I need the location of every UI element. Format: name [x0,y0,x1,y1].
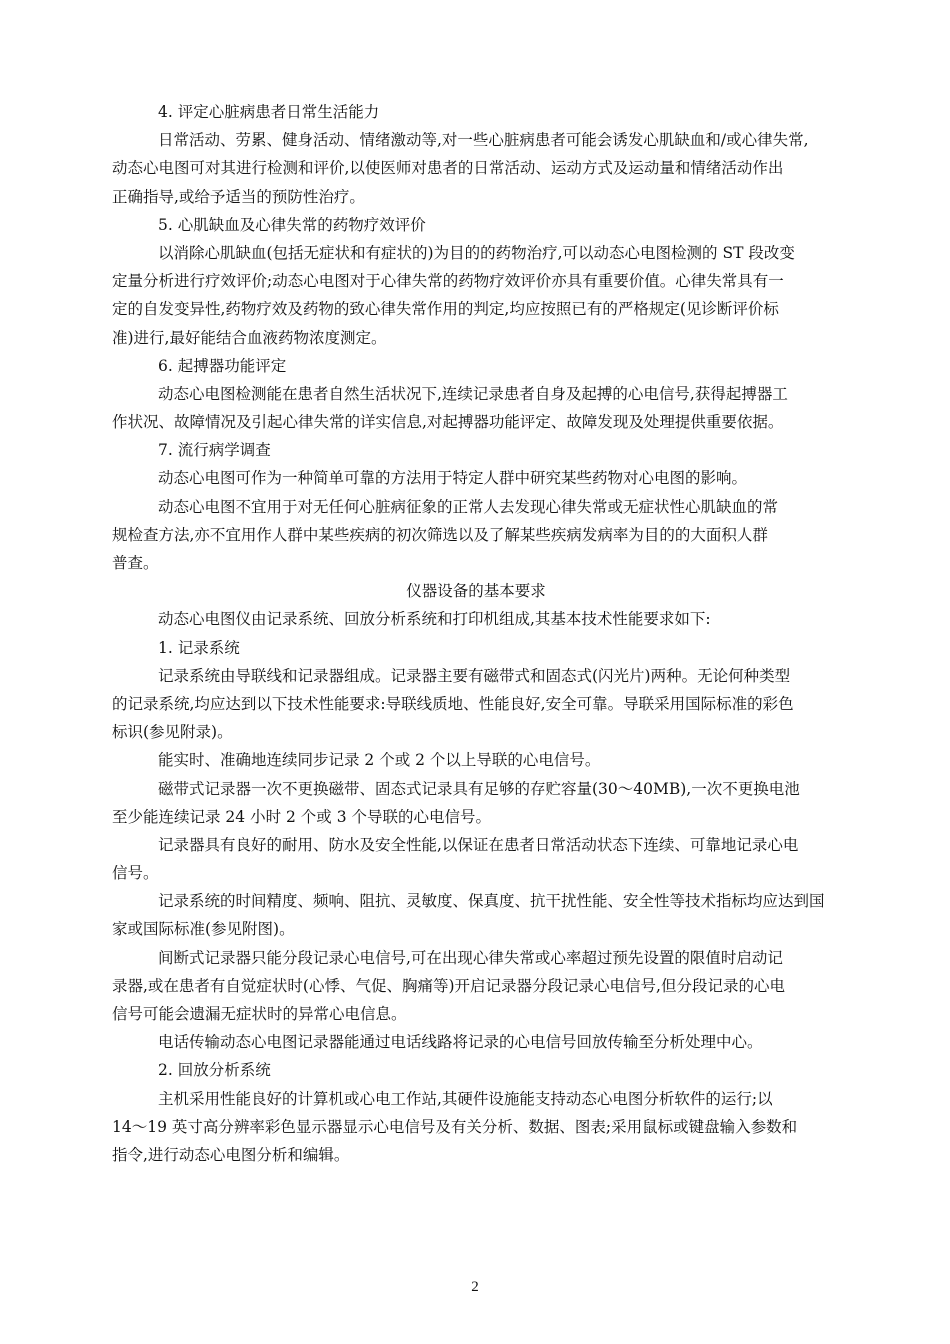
text-line: 动态心电图仪由记录系统、回放分析系统和打印机组成,其基本技术性能要求如下: [158,610,711,629]
text-line: 至少能连续记录 24 小时 2 个或 3 个导联的心电信号。 [112,807,492,826]
text-line: 的记录系统,均应达到以下技术性能要求:导联线质地、性能良好,安全可靠。导联采用国际标准的彩色 [112,694,794,713]
text-line: 14～19 英寸高分辨率彩色显示器显示心电信号及有关分析、数据、图表;采用鼠标或键盘输入参数和 [112,1117,798,1136]
text-line: 以消除心肌缺血(包括无症状和有症状的)为目的的药物治疗,可以动态心电图检测的 ST 段改变 [158,243,795,262]
text-line: 标识(参见附录)。 [112,723,233,742]
text-line: 作状况、故障情况及引起心律失常的详实信息,对起搏器功能评定、故障发现及处理提供重要依据。 [112,413,784,432]
text-line: 正确指导,或给予适当的预防性治疗。 [112,187,365,206]
text-line: 磁带式记录器一次不更换磁带、固态式记录具有足够的存贮容量(30～40MB),一次不更换电池 [158,779,800,798]
text-line: 记录系统由导联线和记录器组成。记录器主要有磁带式和固态式(闪光片)两种。无论何种类型 [158,666,791,685]
text-line: 指令,进行动态心电图分析和编辑。 [112,1145,350,1164]
text-line: 日常活动、劳累、健身活动、情绪激动等,对一些心脏病患者可能会诱发心肌缺血和/或心律失常, [158,131,809,150]
text-line: 间断式记录器只能分段记录心电信号,可在出现心律失常或心率超过预先设置的限值时启动记 [158,948,783,967]
text-line: 电话传输动态心电图记录器能通过电话线路将记录的心电信号回放传输至分析处理中心。 [158,1033,763,1052]
text-line: 动态心电图检测能在患者自然生活状况下,连续记录患者自身及起搏的心电信号,获得起搏器工 [158,384,788,403]
text-line: 记录系统的时间精度、频响、阻抗、灵敏度、保真度、抗干扰性能、安全性等技术指标均应达到国 [158,892,825,911]
text-line: 定量分析进行疗效评价;动态心电图对于心律失常的药物疗效评价亦具有重要价值。心律失常具有一 [112,272,784,291]
document-body [112,98,840,1169]
text-line: 动态心电图可对其进行检测和评价,以使医师对患者的日常活动、运动方式及运动量和情绪活动作出 [112,159,784,178]
text-line: 动态心电图不宜用于对无任何心脏病征象的正常人去发现心律失常或无症状性心肌缺血的常 [158,497,779,516]
text-line: 2. 回放分析系统 [158,1061,271,1080]
text-line: 7. 流行病学调查 [158,441,271,460]
section-heading: 仪器设备的基本要求 [406,582,546,601]
text-line: 普查。 [112,554,159,572]
text-line: 规检查方法,亦不宜用作人群中某些疾病的初次筛选以及了解某些疾病发病率为目的的大面积人群 [112,525,768,544]
text-line: 6. 起搏器功能评定 [158,356,287,375]
text-line: 动态心电图可作为一种简单可靠的方法用于特定人群中研究某些药物对心电图的影响。 [158,469,748,488]
text-line: 主机采用性能良好的计算机或心电工作站,其硬件设施能支持动态心电图分析软件的运行;以 [158,1089,773,1108]
text-line: 4. 评定心脏病患者日常生活能力 [158,103,380,121]
text-line: 信号。 [112,864,159,883]
page-number: 2 [471,1279,479,1295]
text-line: 定的自发变异性,药物疗效及药物的致心律失常作用的判定,均应按照已有的严格规定(见诊断评价标 [112,300,779,319]
text-line: 家或国际标准(参见附图)。 [112,920,295,939]
text-line: 5. 心肌缺血及心律失常的药物疗效评价 [158,215,426,234]
text-line: 能实时、准确地连续同步记录 2 个或 2 个以上导联的心电信号。 [158,751,601,770]
text-line: 1. 记录系统 [158,638,240,657]
text-line: 准)进行,最好能结合血液药物浓度测定。 [112,328,387,347]
text-line: 信号可能会遗漏无症状时的异常心电信息。 [112,1005,407,1023]
text-line: 录器,或在患者有自觉症状时(心悸、气促、胸痛等)开启记录器分段记录心电信号,但分段记录的心电 [112,976,785,995]
text-line: 记录器具有良好的耐用、防水及安全性能,以保证在患者日常活动状态下连续、可靠地记录心电 [158,835,799,854]
